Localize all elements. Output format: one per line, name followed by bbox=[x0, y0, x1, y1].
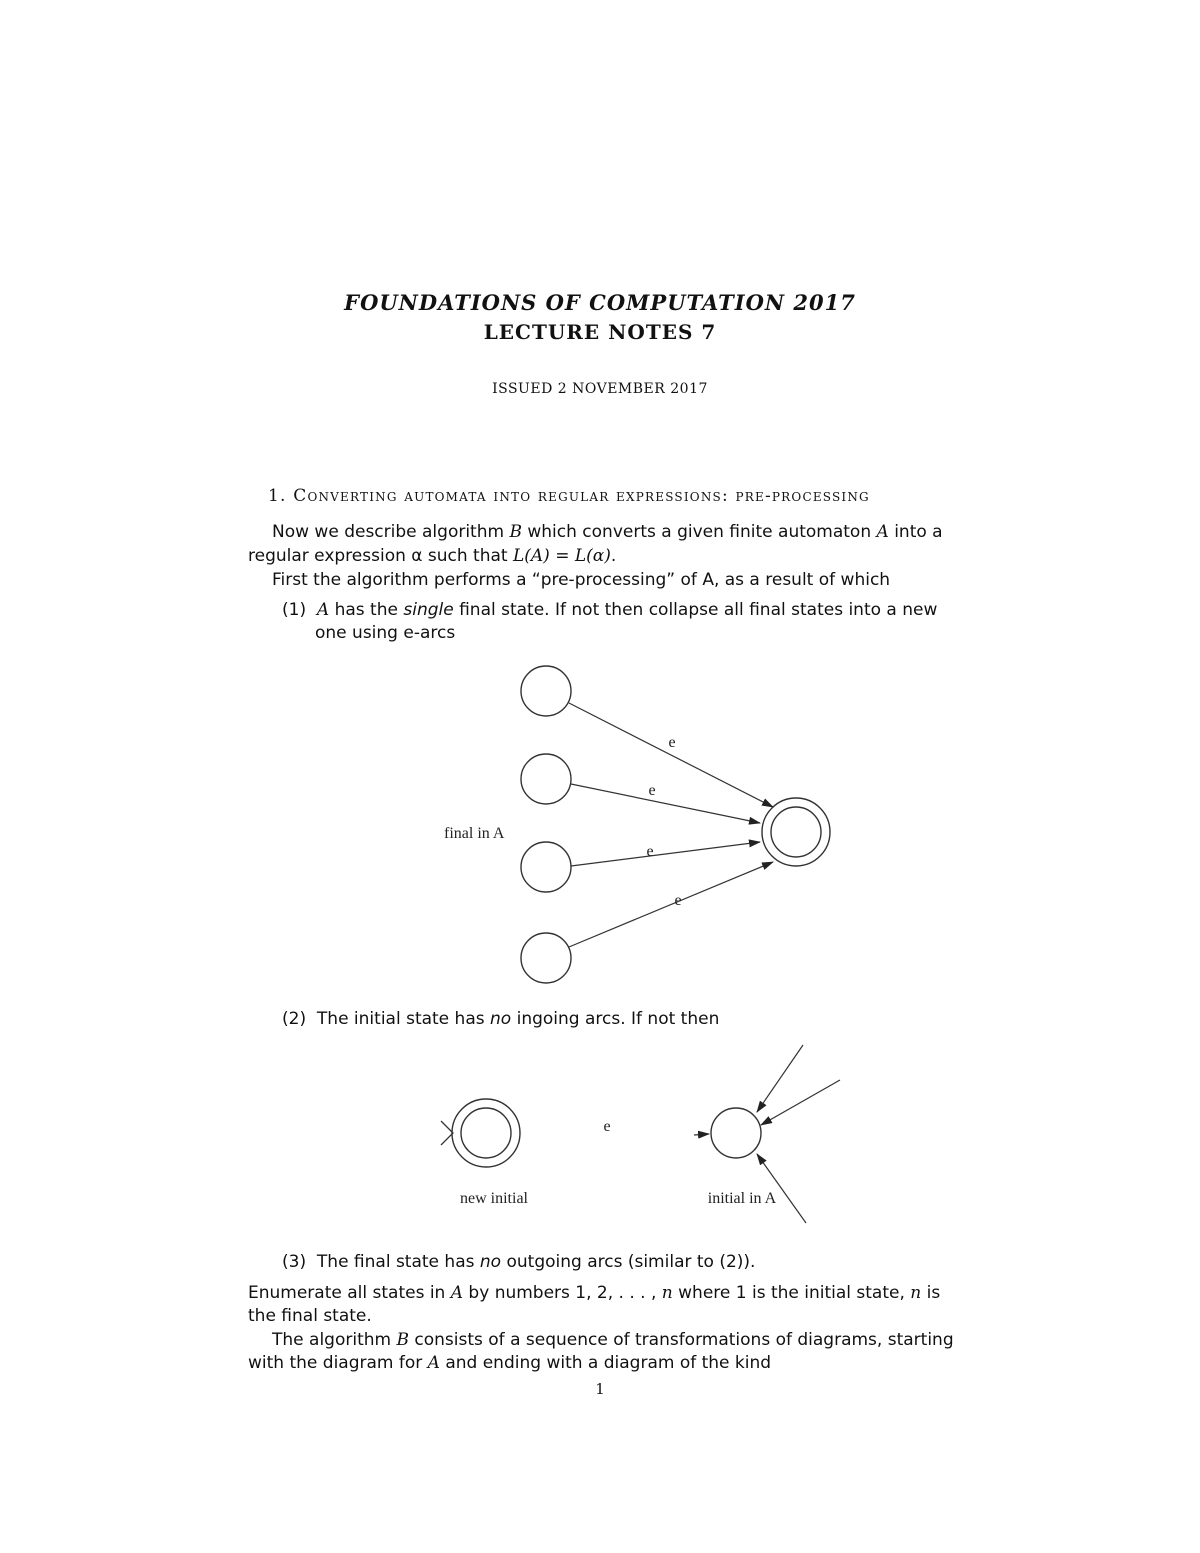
e-transition-label: e bbox=[603, 1118, 611, 1135]
new-final-state-inner bbox=[771, 807, 821, 857]
section-title: Converting automata into regular expressions: pre-processing bbox=[293, 486, 870, 506]
intro-line-1: Now we describe algorithm B which converts a given finite automaton A into a bbox=[272, 522, 943, 542]
start-marker bbox=[441, 1121, 453, 1145]
old-initial-state bbox=[711, 1108, 761, 1158]
incoming-arc-1 bbox=[757, 1045, 803, 1112]
item-2-line-1: (2) The initial state has no ingoing arcs. If not then bbox=[282, 1009, 720, 1029]
arc-label-3: e bbox=[646, 843, 654, 860]
e-arc-4 bbox=[569, 862, 773, 947]
item-1-line-1: (1) A has the single final state. If not then collapse all final states into a new bbox=[282, 600, 938, 620]
e-arc-3 bbox=[571, 842, 760, 866]
enumerate-line-1: Enumerate all states in A by numbers 1, 2, . . . , n where 1 is the initial state, n is bbox=[248, 1283, 941, 1303]
new-initial-label: new initial bbox=[460, 1190, 528, 1207]
intro-line-3: First the algorithm performs a “pre-processing” of A, as a result of which bbox=[272, 570, 891, 590]
initial-in-a-label: initial in A bbox=[707, 1190, 777, 1207]
incoming-arc-2 bbox=[761, 1080, 840, 1125]
final-in-a-label: final in A bbox=[444, 825, 505, 842]
e-arc-1 bbox=[569, 703, 773, 807]
new-initial-state-outer bbox=[452, 1099, 520, 1167]
new-initial-state-inner bbox=[461, 1108, 511, 1158]
final-state-circle-2 bbox=[521, 754, 571, 804]
document-subtitle: LECTURE NOTES 7 bbox=[483, 320, 717, 344]
intro-line-2: regular expression α such that L(A) = L(α). bbox=[248, 546, 617, 566]
arc-label-1: e bbox=[668, 734, 676, 751]
arc-label-2: e bbox=[648, 782, 656, 799]
closing-line-2: with the diagram for A and ending with a diagram of the kind bbox=[248, 1353, 772, 1373]
closing-line-1: The algorithm B consists of a sequence of transformations of diagrams, starting bbox=[272, 1330, 954, 1350]
final-state-circle-4 bbox=[521, 933, 571, 983]
figure-new-initial-diagram bbox=[420, 1040, 860, 1230]
incoming-arc-3 bbox=[757, 1154, 806, 1223]
final-state-circle-3 bbox=[521, 842, 571, 892]
document-title: FOUNDATIONS OF COMPUTATION 2017 bbox=[344, 290, 856, 315]
section-number: 1. bbox=[268, 486, 287, 506]
incoming-arrow-e bbox=[694, 1134, 709, 1135]
figure-final-states-diagram bbox=[420, 655, 860, 995]
item-1-line-2: one using e-arcs bbox=[315, 623, 456, 643]
e-arc-2 bbox=[571, 784, 760, 823]
enumerate-line-2: the final state. bbox=[248, 1306, 372, 1326]
final-state-circle-1 bbox=[521, 666, 571, 716]
section-heading bbox=[268, 486, 870, 506]
new-final-state-outer bbox=[762, 798, 830, 866]
arc-label-4: e bbox=[674, 892, 682, 909]
issue-date: ISSUED 2 NOVEMBER 2017 bbox=[492, 381, 708, 397]
page-number: 1 bbox=[595, 1380, 605, 1398]
item-3-line-1: (3) The final state has no outgoing arcs (similar to (2)). bbox=[282, 1252, 756, 1272]
